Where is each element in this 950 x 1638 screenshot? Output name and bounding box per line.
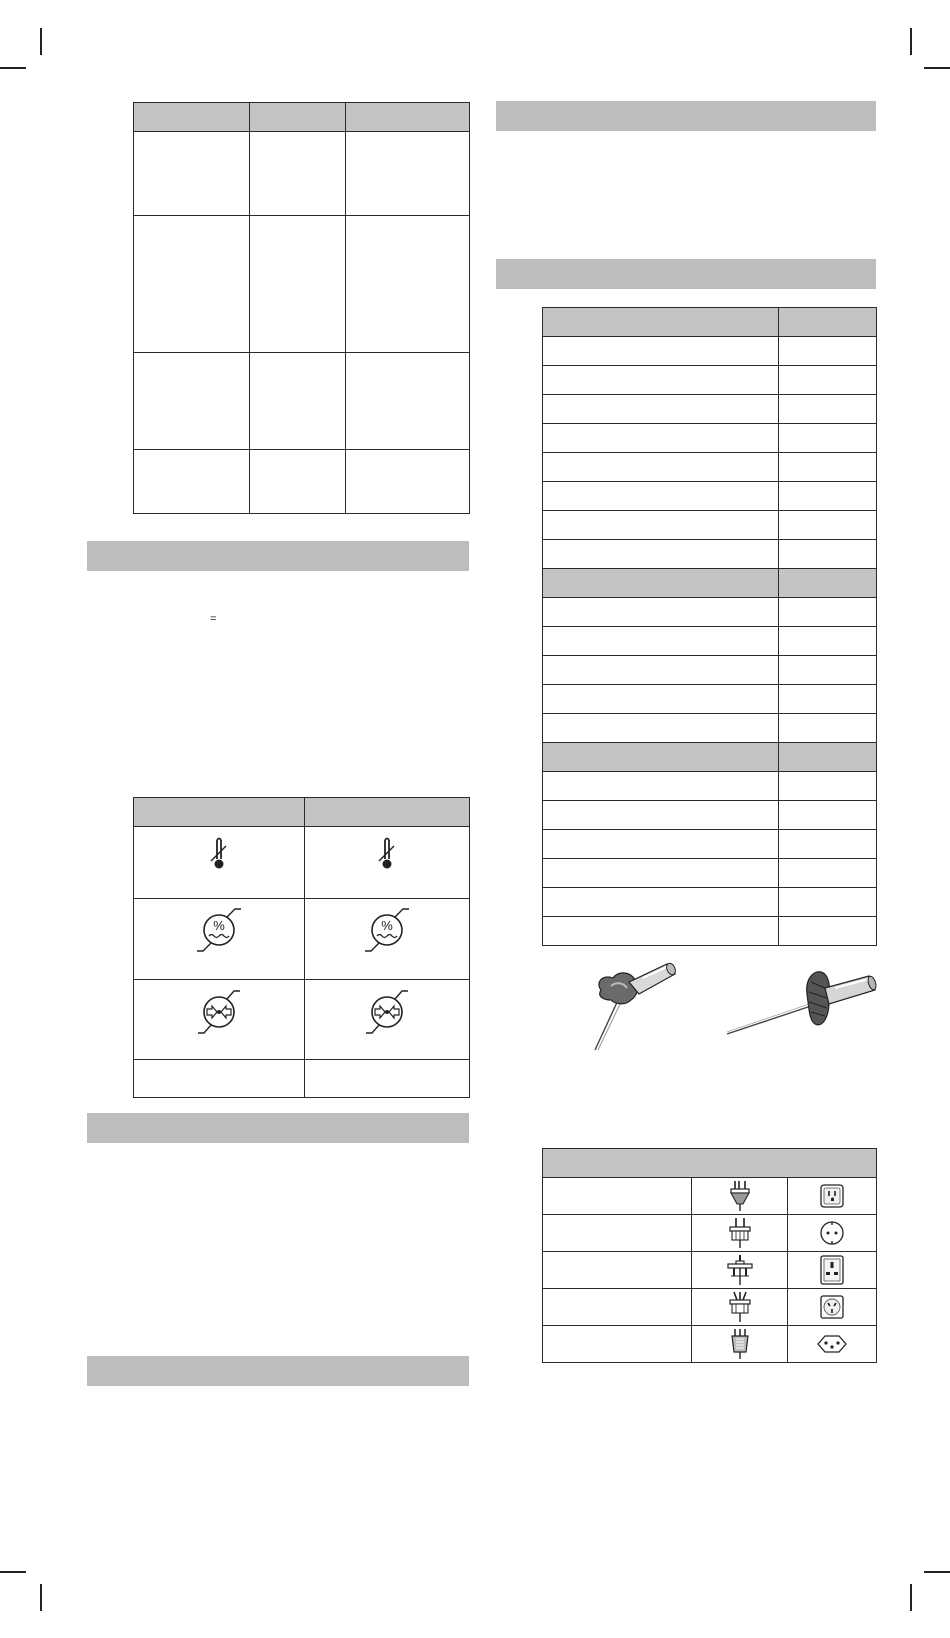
section-heading-bar bbox=[87, 1113, 469, 1143]
table-cell bbox=[134, 1060, 305, 1098]
table-cell bbox=[543, 482, 779, 511]
table-cell bbox=[346, 450, 470, 514]
table-cell bbox=[543, 424, 779, 453]
table-row bbox=[543, 366, 877, 395]
table-cell bbox=[543, 656, 779, 685]
table-header-row bbox=[134, 103, 470, 132]
table-header-cell bbox=[134, 103, 250, 132]
table-row bbox=[134, 450, 470, 514]
table-cell bbox=[346, 353, 470, 450]
table-row bbox=[543, 337, 877, 366]
table-header-row bbox=[543, 308, 877, 337]
table-row bbox=[134, 827, 470, 899]
table-cell bbox=[543, 685, 779, 714]
table-row bbox=[543, 627, 877, 656]
table-cell bbox=[250, 216, 346, 353]
table-cell bbox=[134, 132, 250, 216]
table-cell bbox=[543, 627, 779, 656]
table-row bbox=[543, 453, 877, 482]
dc-symbol: = bbox=[210, 613, 217, 625]
table-cell bbox=[543, 801, 779, 830]
table-cell bbox=[543, 1215, 692, 1252]
crop-mark bbox=[924, 1571, 950, 1573]
specification-table bbox=[133, 102, 470, 514]
table-cell bbox=[543, 830, 779, 859]
table-cell bbox=[305, 827, 470, 899]
meat-probe-icon bbox=[585, 960, 685, 1052]
crop-mark bbox=[0, 1571, 26, 1573]
table-cell bbox=[134, 827, 305, 899]
table-cell bbox=[692, 1252, 788, 1289]
table-cell bbox=[543, 714, 779, 743]
table-cell bbox=[543, 1178, 692, 1215]
thermometer-limit-icon bbox=[367, 837, 407, 873]
table-cell bbox=[779, 598, 877, 627]
socket-type-j-icon bbox=[815, 1333, 849, 1355]
table-cell bbox=[779, 482, 877, 511]
table-cell bbox=[543, 540, 779, 569]
table-row bbox=[134, 980, 470, 1060]
table-cell bbox=[305, 1060, 470, 1098]
crop-mark bbox=[924, 67, 950, 69]
table-row bbox=[543, 395, 877, 424]
table-cell bbox=[779, 685, 877, 714]
table-cell bbox=[779, 337, 877, 366]
long-probe-icon bbox=[725, 968, 877, 1036]
section-heading-bar bbox=[496, 101, 876, 131]
table-cell bbox=[692, 1215, 788, 1252]
table-cell bbox=[543, 337, 779, 366]
table-cell bbox=[779, 627, 877, 656]
table-cell bbox=[779, 772, 877, 801]
plug-type-j-icon bbox=[726, 1328, 754, 1360]
table-header-cell bbox=[250, 103, 346, 132]
plug-type-table bbox=[542, 1148, 877, 1363]
table-row bbox=[543, 1326, 877, 1363]
table-subheader-cell bbox=[779, 569, 877, 598]
section-heading-bar bbox=[87, 541, 469, 571]
plug-type-a-icon bbox=[726, 1180, 754, 1212]
atmospheric-pressure-limit-icon bbox=[357, 988, 417, 1036]
table-header-cell bbox=[543, 1149, 877, 1178]
table-cell bbox=[779, 917, 877, 946]
table-row bbox=[543, 511, 877, 540]
crop-mark bbox=[40, 28, 42, 55]
table-cell bbox=[779, 859, 877, 888]
section-heading-bar bbox=[496, 259, 876, 289]
table-cell bbox=[779, 424, 877, 453]
table-row bbox=[543, 801, 877, 830]
table-row bbox=[543, 656, 877, 685]
table-cell bbox=[134, 980, 305, 1060]
thermometer-limit-icon bbox=[199, 837, 239, 873]
table-row bbox=[543, 714, 877, 743]
table-cell bbox=[779, 366, 877, 395]
svg-text:%: % bbox=[213, 918, 225, 933]
table-cell bbox=[779, 540, 877, 569]
crop-mark bbox=[910, 28, 912, 55]
table-cell bbox=[305, 899, 470, 980]
table-row bbox=[543, 859, 877, 888]
table-cell bbox=[779, 830, 877, 859]
table-cell bbox=[305, 980, 470, 1060]
atmospheric-pressure-limit-icon bbox=[189, 988, 249, 1036]
socket-type-g-icon bbox=[819, 1255, 845, 1285]
table-header-cell bbox=[134, 798, 305, 827]
plug-type-i-icon bbox=[726, 1291, 754, 1323]
table-cell bbox=[779, 511, 877, 540]
table-cell bbox=[788, 1215, 877, 1252]
svg-text:%: % bbox=[381, 918, 393, 933]
table-cell bbox=[779, 714, 877, 743]
table-cell bbox=[134, 353, 250, 450]
socket-type-a-icon bbox=[819, 1183, 845, 1209]
table-row bbox=[543, 540, 877, 569]
table-header-row bbox=[134, 798, 470, 827]
table-cell bbox=[134, 899, 305, 980]
table-row bbox=[543, 598, 877, 627]
meat-probe-illustration bbox=[585, 960, 685, 1052]
table-row bbox=[543, 888, 877, 917]
table-cell bbox=[692, 1289, 788, 1326]
table-cell bbox=[543, 395, 779, 424]
table-header-cell bbox=[779, 308, 877, 337]
table-cell bbox=[543, 453, 779, 482]
table-cell bbox=[250, 450, 346, 514]
long-probe-illustration bbox=[725, 968, 877, 1036]
table-cell bbox=[543, 598, 779, 627]
section-heading-bar bbox=[87, 1356, 469, 1386]
table-cell bbox=[543, 772, 779, 801]
crop-mark bbox=[0, 67, 26, 69]
table-header-cell bbox=[346, 103, 470, 132]
table-cell bbox=[779, 453, 877, 482]
table-subheader-cell bbox=[543, 569, 779, 598]
parameter-table bbox=[542, 307, 877, 946]
socket-type-i-icon bbox=[819, 1294, 845, 1320]
table-row bbox=[134, 216, 470, 353]
table-cell bbox=[346, 132, 470, 216]
table-row bbox=[543, 917, 877, 946]
table-header-row bbox=[543, 1149, 877, 1178]
table-cell bbox=[788, 1289, 877, 1326]
table-cell bbox=[543, 888, 779, 917]
table-cell bbox=[779, 395, 877, 424]
table-row bbox=[543, 1289, 877, 1326]
table-row bbox=[134, 1060, 470, 1098]
table-subheader-row bbox=[543, 569, 877, 598]
plug-type-g-icon bbox=[725, 1254, 755, 1286]
table-row bbox=[543, 685, 877, 714]
table-row bbox=[543, 1215, 877, 1252]
table-subheader-row bbox=[543, 743, 877, 772]
table-cell bbox=[543, 859, 779, 888]
socket-type-c-icon bbox=[819, 1220, 845, 1246]
conditions-symbol-table bbox=[133, 797, 470, 1098]
humidity-percent-limit-icon bbox=[189, 907, 249, 953]
table-cell bbox=[134, 216, 250, 353]
table-row bbox=[543, 772, 877, 801]
table-cell bbox=[250, 132, 346, 216]
table-row bbox=[543, 424, 877, 453]
table-row bbox=[134, 353, 470, 450]
table-cell bbox=[788, 1252, 877, 1289]
table-row bbox=[134, 899, 470, 980]
table-cell bbox=[779, 888, 877, 917]
table-row bbox=[543, 1178, 877, 1215]
table-cell bbox=[543, 1252, 692, 1289]
table-cell bbox=[134, 450, 250, 514]
table-cell bbox=[779, 801, 877, 830]
table-header-cell bbox=[305, 798, 470, 827]
table-cell bbox=[543, 917, 779, 946]
table-header-cell bbox=[543, 308, 779, 337]
table-cell bbox=[788, 1178, 877, 1215]
table-row bbox=[134, 132, 470, 216]
table-subheader-cell bbox=[543, 743, 779, 772]
table-cell bbox=[543, 366, 779, 395]
table-row bbox=[543, 482, 877, 511]
table-row bbox=[543, 830, 877, 859]
table-cell bbox=[692, 1178, 788, 1215]
crop-mark bbox=[910, 1584, 912, 1611]
plug-type-c-icon bbox=[726, 1217, 754, 1249]
table-subheader-cell bbox=[779, 743, 877, 772]
table-cell bbox=[250, 353, 346, 450]
humidity-percent-limit-icon bbox=[357, 907, 417, 953]
crop-mark bbox=[40, 1584, 42, 1611]
table-cell bbox=[779, 656, 877, 685]
table-cell bbox=[346, 216, 470, 353]
table-cell bbox=[543, 511, 779, 540]
table-cell bbox=[543, 1289, 692, 1326]
table-cell bbox=[788, 1326, 877, 1363]
table-cell bbox=[543, 1326, 692, 1363]
table-cell bbox=[692, 1326, 788, 1363]
table-row bbox=[543, 1252, 877, 1289]
